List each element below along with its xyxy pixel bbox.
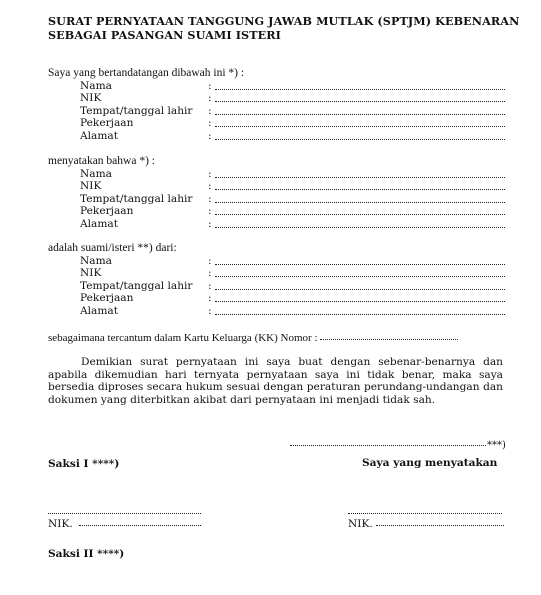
title-line-2: SEBAGAI PASANGAN SUAMI ISTERI bbox=[48, 28, 282, 42]
field-label-nik: NIK bbox=[80, 180, 102, 193]
field-colon: : bbox=[208, 180, 212, 193]
field-dotted-line bbox=[215, 126, 505, 127]
field-colon: : bbox=[208, 267, 212, 280]
field-colon: : bbox=[208, 129, 212, 142]
section-2-intro: menyatakan bahwa *) : bbox=[48, 155, 155, 167]
field-label-job: Pekerjaan bbox=[80, 205, 134, 218]
field-dotted-line bbox=[215, 114, 505, 115]
witness-1-nik bbox=[48, 518, 201, 530]
signature-footnote-mark: ***) bbox=[487, 440, 506, 451]
field-row bbox=[80, 168, 505, 180]
field-label-nama: Nama bbox=[80, 255, 112, 267]
nik-label: NIK. bbox=[48, 518, 73, 530]
field-row bbox=[80, 255, 505, 267]
field-colon: : bbox=[208, 205, 212, 218]
document-title bbox=[48, 14, 520, 42]
field-label-job: Pekerjaan bbox=[80, 117, 134, 130]
nik-dotted-line bbox=[376, 525, 504, 526]
section-2-fields bbox=[80, 168, 505, 230]
kk-statement-text: sebagaimana tercantum dalam Kartu Keluarga (KK) Nomor : bbox=[48, 332, 318, 344]
nik-label: NIK. bbox=[348, 518, 373, 530]
field-row bbox=[80, 117, 505, 129]
field-colon: : bbox=[208, 292, 212, 305]
field-label-birth: Tempat/tanggal lahir bbox=[80, 192, 193, 205]
field-label-nama: Nama bbox=[80, 80, 112, 92]
field-row bbox=[80, 92, 505, 104]
kk-statement bbox=[48, 332, 458, 345]
field-dotted-line bbox=[215, 177, 505, 178]
kk-number-dotted-line bbox=[320, 339, 458, 340]
field-dotted-line bbox=[215, 189, 505, 190]
declarant-nik bbox=[348, 518, 504, 530]
field-label-birth: Tempat/tanggal lahir bbox=[80, 104, 193, 117]
field-row bbox=[80, 218, 505, 230]
section-1-intro: Saya yang bertandatangan dibawah ini *) : bbox=[48, 67, 245, 79]
field-row bbox=[80, 292, 505, 304]
field-label-nama: Nama bbox=[80, 168, 112, 180]
date-place-dotted-line bbox=[290, 445, 486, 446]
field-dotted-line bbox=[215, 227, 505, 228]
field-colon: : bbox=[208, 80, 212, 92]
section-1-fields bbox=[80, 80, 505, 142]
field-colon: : bbox=[208, 117, 212, 130]
field-colon: : bbox=[208, 255, 212, 267]
field-label-birth: Tempat/tanggal lahir bbox=[80, 279, 193, 292]
field-colon: : bbox=[208, 217, 212, 230]
field-row bbox=[80, 80, 505, 92]
field-colon: : bbox=[208, 279, 212, 292]
witness-1-signature-line bbox=[48, 513, 201, 514]
field-row bbox=[80, 205, 505, 217]
field-row bbox=[80, 267, 505, 279]
field-row bbox=[80, 305, 505, 317]
declarant-signature-line bbox=[348, 513, 502, 514]
nik-dotted-line bbox=[79, 525, 201, 526]
field-colon: : bbox=[208, 192, 212, 205]
field-dotted-line bbox=[215, 89, 505, 90]
field-label-address: Alamat bbox=[80, 217, 118, 230]
field-colon: : bbox=[208, 304, 212, 317]
field-dotted-line bbox=[215, 264, 505, 265]
field-dotted-line bbox=[215, 139, 505, 140]
field-row bbox=[80, 130, 505, 142]
section-3-intro: adalah suami/isteri **) dari: bbox=[48, 242, 177, 254]
section-3-fields bbox=[80, 255, 505, 317]
field-label-nik: NIK bbox=[80, 267, 102, 280]
field-label-job: Pekerjaan bbox=[80, 292, 134, 305]
field-dotted-line bbox=[215, 276, 505, 277]
field-dotted-line bbox=[215, 202, 505, 203]
field-label-address: Alamat bbox=[80, 129, 118, 142]
field-row bbox=[80, 105, 505, 117]
witness-2-label: Saksi II ****) bbox=[48, 548, 125, 560]
field-dotted-line bbox=[215, 214, 505, 215]
field-colon: : bbox=[208, 168, 212, 180]
field-row bbox=[80, 180, 505, 192]
field-dotted-line bbox=[215, 301, 505, 302]
witness-1-label: Saksi I ****) bbox=[48, 458, 120, 470]
field-colon: : bbox=[208, 104, 212, 117]
title-line-1: SURAT PERNYATAAN TANGGUNG JAWAB MUTLAK (SPTJM) KEBENARAN bbox=[48, 14, 520, 28]
field-dotted-line bbox=[215, 289, 505, 290]
field-label-nik: NIK bbox=[80, 92, 102, 105]
field-label-address: Alamat bbox=[80, 304, 118, 317]
field-row bbox=[80, 280, 505, 292]
field-dotted-line bbox=[215, 314, 505, 315]
field-dotted-line bbox=[215, 101, 505, 102]
field-row bbox=[80, 193, 505, 205]
field-colon: : bbox=[208, 92, 212, 105]
declarant-label: Saya yang menyatakan bbox=[362, 457, 498, 469]
closing-paragraph: Demikian surat pernyataan ini saya buat dengan sebenar-benarnya dan apabila dikemudian hari ternyata pernyataan saya ini tidak benar, maka saya bersedia diproses secara hukum sesuai dengan peraturan perundang-undangan dan dokumen yang diterbitkan akibat dari pernyataan ini menjadi tidak sah. bbox=[48, 356, 503, 406]
